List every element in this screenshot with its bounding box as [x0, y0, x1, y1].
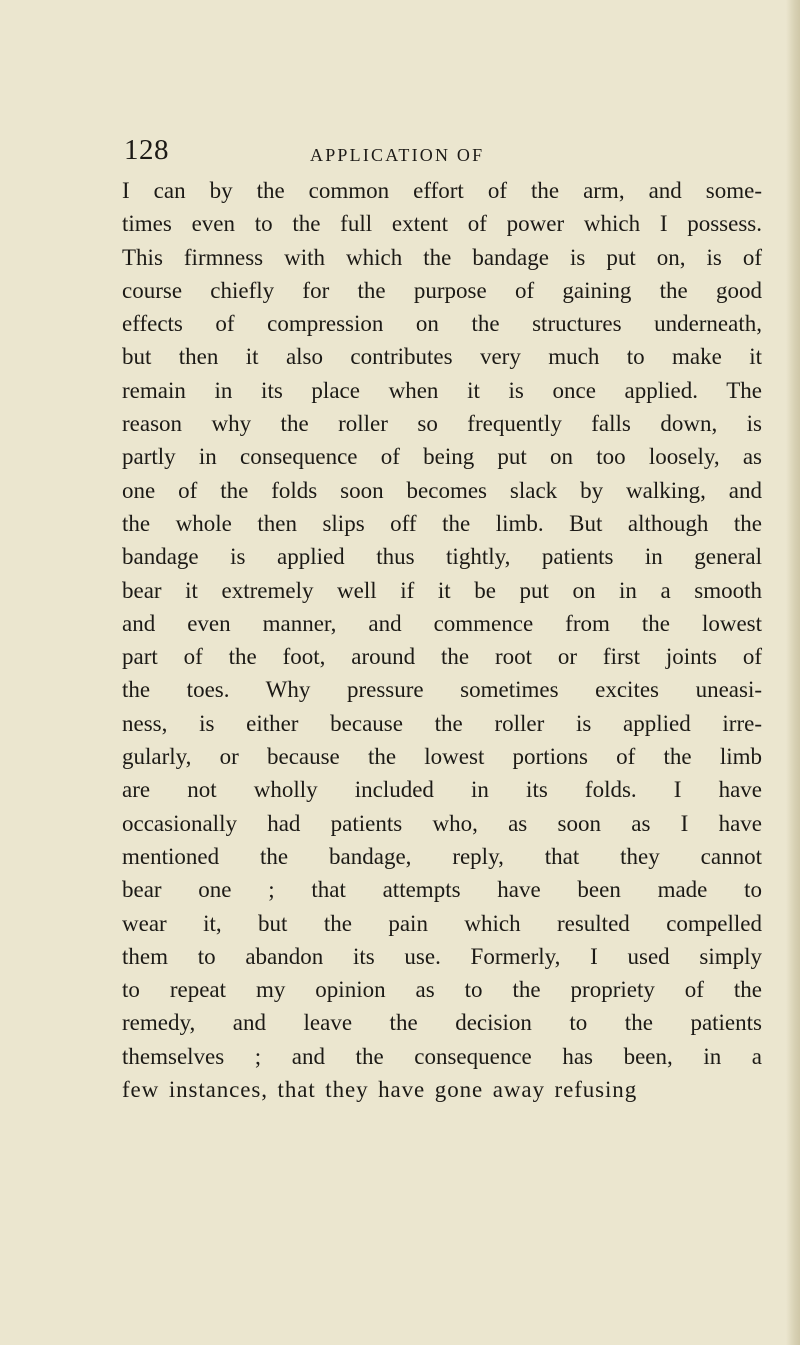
text-line: themselves ; and the consequence has been, in a — [122, 1043, 762, 1069]
text-line: effects of compression on the structures underneath, — [122, 311, 762, 337]
text-line: few instances, that they have gone away refusing — [122, 1077, 638, 1103]
text-line: remain in its place when it is once applied. The — [122, 377, 762, 403]
text-line: and even manner, and commence from the lowest — [122, 610, 762, 636]
text-line: bandage is applied thus tightly, patients in general — [122, 544, 762, 570]
text-line: the whole then slips off the limb. But although the — [122, 510, 762, 536]
running-head: APPLICATION OF — [310, 145, 485, 165]
body-text — [122, 174, 762, 1106]
page-edge — [786, 0, 800, 1345]
text-line: mentioned the bandage, reply, that they cannot — [122, 843, 762, 869]
text-line: ness, is either because the roller is applied irre- — [122, 710, 762, 736]
text-line: to repeat my opinion as to the propriety of the — [122, 977, 762, 1003]
text-line: the toes. Why pressure sometimes excites uneasi- — [122, 677, 762, 703]
text-line: are not wholly included in its folds. I have — [122, 777, 762, 803]
text-line: one of the folds soon becomes slack by walking, and — [122, 477, 762, 503]
text-line: wear it, but the pain which resulted compelled — [122, 910, 762, 936]
text-line: occasionally had patients who, as soon as I have — [122, 810, 762, 836]
text-line: reason why the roller so frequently falls down, is — [122, 411, 762, 437]
text-line: bear it extremely well if it be put on in a smooth — [122, 577, 762, 603]
text-line: them to abandon its use. Formerly, I used simply — [122, 943, 762, 969]
text-line: times even to the full extent of power which I possess. — [122, 211, 762, 237]
text-line: course chiefly for the purpose of gaining the good — [122, 277, 762, 303]
text-line: This firmness with which the bandage is put on, is of — [122, 244, 762, 270]
page-number: 128 — [124, 134, 169, 166]
text-line: bear one ; that attempts have been made to — [122, 877, 762, 903]
text-line: but then it also contributes very much to make it — [122, 344, 762, 370]
text-line: part of the foot, around the root or first joints of — [122, 644, 762, 670]
text-line: remedy, and leave the decision to the patients — [122, 1010, 762, 1036]
text-line: gularly, or because the lowest portions of the limb — [122, 744, 762, 770]
text-line: I can by the common effort of the arm, and some- — [122, 178, 762, 203]
text-line: partly in consequence of being put on too loosely, as — [122, 444, 762, 470]
